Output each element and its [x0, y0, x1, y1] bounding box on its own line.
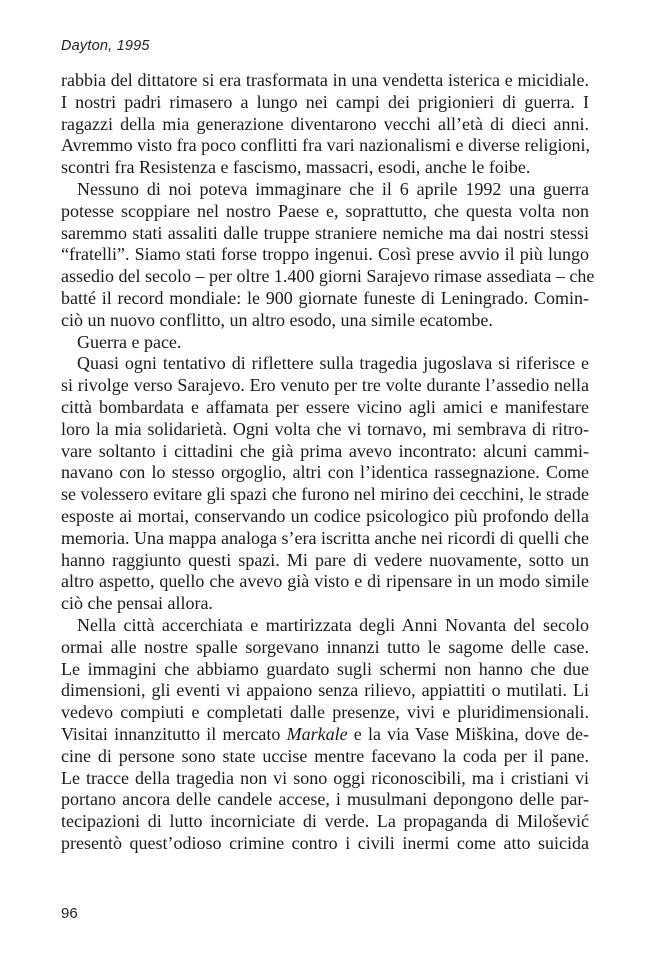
text-line: assedio del secolo – per oltre 1.400 giorni Sarajevo rimase assediata – che [61, 266, 595, 287]
text-line: loro la mia solidarietà. Ogni volta che vi tornavo, mi sembrava di ritro- [61, 418, 589, 439]
text-line: ciò che pensai allora. [61, 593, 213, 614]
text-line: Le tracce della tragedia non vi sono oggi riconoscibili, ma i cristiani vi [61, 767, 589, 788]
text-line: potesse scoppiare nel nostro Paese e, soprattutto, che questa volta non [61, 200, 589, 221]
text-line: esposte ai mortai, conservando un codice psicologico più profondo della [61, 505, 589, 526]
text-line: tecipazioni di lutto incorniciate di verde. La propaganda di Milošević [61, 811, 589, 832]
text-line: hanno raggiunto questi spazi. Mi pare di vedere nuovamente, sotto un [61, 549, 589, 570]
text-line: dimensioni, gli eventi vi appaiono senza rilievo, appiattiti o mutilati. Li [61, 680, 589, 701]
text-line: Nella città accerchiata e martirizzata degli Anni Novanta del secolo [77, 614, 589, 635]
text-line: portano ancora delle candele accese, i musulmani depongono delle par- [61, 789, 589, 810]
page-number: 96 [61, 905, 78, 922]
text-line: memoria. Una mappa analoga s’era iscritta anche nei ricordi di quelli che [61, 527, 589, 548]
body-text [61, 70, 595, 855]
text-line: scontri fra Resistenza e fascismo, massacri, esodi, anche le foibe. [61, 157, 531, 178]
paragraph [61, 70, 589, 179]
text-line: Visitai innanzitutto il mercato Markale e la via Vase Miškina, dove de- [61, 723, 589, 744]
text-line: vedevo compiuti e completati dalle presenze, vivi e pluridimensionali. [61, 702, 589, 723]
text-line: I nostri padri rimasero a lungo nei campi dei prigionieri di guerra. I [61, 91, 589, 112]
text-line: rabbia del dittatore si era trasformata in una vendetta isterica e micidiale. [61, 70, 589, 90]
text-line: se volessero evitare gli spazi che furono nel mirino dei cecchini, le strade [61, 484, 589, 505]
text-line: “fratelli”. Siamo stati forse troppo ingenui. Così prese avvio il più lungo [61, 244, 589, 265]
text-line: città bombardata e affamata per essere vicino agli amici e manifestare [61, 396, 589, 417]
text-line: navano con lo stesso orgoglio, altri con l’identica rassegnazione. Come [61, 462, 589, 483]
text-line: saremmo stati assaliti dalle truppe straniere nemiche ma dai nostri stessi [61, 222, 589, 243]
paragraph [61, 332, 589, 354]
paragraph [61, 178, 595, 332]
text-line: Nessuno di noi poteva immaginare che il 6 aprile 1992 una guerra [77, 178, 589, 199]
paragraph [61, 615, 589, 855]
text-line: Guerra e pace. [77, 331, 182, 352]
text-line: batté il record mondiale: le 900 giornate funeste di Leningrado. Comin- [61, 287, 589, 308]
text-line: presentò quest’odioso crimine contro i civili inermi come atto suicida [61, 832, 589, 853]
text-line: ragazzi della mia generazione diventarono vecchi all’età di dieci anni. [61, 113, 589, 134]
text-line: ciò un nuovo conflitto, un altro esodo, una simile ecatombe. [61, 309, 493, 330]
running-head: Dayton, 1995 [61, 38, 150, 54]
text-line: Le immagini che abbiamo guardato sugli schermi non hanno che due [61, 658, 589, 679]
text-line: ormai alle nostre spalle sorgevano innanzi tutto le sagome delle case. [61, 636, 589, 657]
text-line: Quasi ogni tentativo di riflettere sulla tragedia jugoslava si riferisce e [77, 353, 589, 374]
paragraph [61, 353, 589, 615]
text-line: vare soltanto i cittadini che già prima avevo incontrato: alcuni cammi- [61, 440, 589, 461]
text-line: cine di persone sono state uccise mentre facevano la coda per il pane. [61, 745, 589, 766]
text-line: si rivolge verso Sarajevo. Ero venuto per tre volte durante l’assedio nella [61, 375, 589, 396]
text-line: altro aspetto, quello che avevo già visto e di ripensare in un modo simile [61, 571, 589, 592]
text-line: Avremmo visto fra poco conflitti fra vari nazionalismi e diverse religioni, [61, 135, 591, 156]
